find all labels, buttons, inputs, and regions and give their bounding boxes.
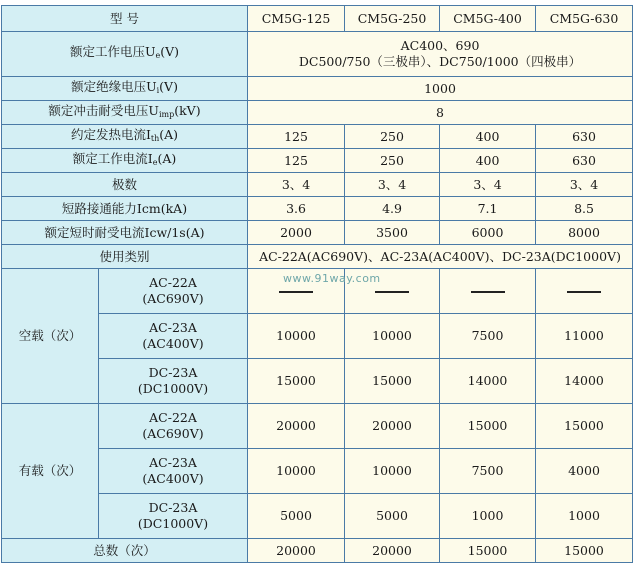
- watermark: www.91way.com: [283, 272, 381, 285]
- model-header: CM5G-400: [440, 6, 536, 32]
- value-cell: 6000: [440, 221, 536, 245]
- value-cell: 20000: [248, 404, 345, 449]
- value-cell: 3、4: [345, 173, 440, 197]
- rated-voltage-value: AC400、690 DC500/750（三极串）、DC750/1000（四极串）: [248, 32, 633, 77]
- model-header: CM5G-630: [536, 6, 633, 32]
- value-cell: 20000: [345, 539, 440, 563]
- sub-category: AC-23A (AC400V): [99, 314, 248, 359]
- value-cell: 15000: [536, 539, 633, 563]
- value-cell: 1000: [440, 494, 536, 539]
- row-label: 额定短时耐受电流Icw/1s(A): [2, 221, 248, 245]
- poles-row: [2, 173, 633, 197]
- value-cell: 125: [248, 125, 345, 149]
- value-cell: 3.6: [248, 197, 345, 221]
- dash-mark: [279, 291, 313, 293]
- value-cell: 400: [440, 149, 536, 173]
- value-cell: 4000: [536, 449, 633, 494]
- short-time-current-row: [2, 221, 633, 245]
- value-cell: 250: [345, 125, 440, 149]
- value-cell: 5000: [345, 494, 440, 539]
- value-cell: 15000: [345, 359, 440, 404]
- row-label: 短路接通能力Icm(kA): [2, 197, 248, 221]
- value-cell: 20000: [345, 404, 440, 449]
- rated-voltage-row: [2, 32, 633, 77]
- category-value: AC-22A(AC690V)、AC-23A(AC400V)、DC-23A(DC1000V): [248, 245, 633, 269]
- row-label: 额定绝缘电压$U_i(V)$: [2, 77, 248, 101]
- value-cell: 3、4: [440, 173, 536, 197]
- row-label: 额定工作电流$I_e(A)$: [2, 149, 248, 173]
- total-label: 总数（次）: [2, 539, 248, 563]
- dash-cell: [536, 269, 633, 314]
- sub-category: AC-22A (AC690V): [99, 269, 248, 314]
- sub-category: DC-23A (DC1000V): [99, 494, 248, 539]
- value-cell: 7500: [440, 449, 536, 494]
- value-cell: 15000: [248, 359, 345, 404]
- insulation-voltage-row: [2, 77, 633, 101]
- value-cell: 15000: [440, 539, 536, 563]
- sub-category: AC-22A (AC690V): [99, 404, 248, 449]
- value-cell: 630: [536, 149, 633, 173]
- value-cell: 125: [248, 149, 345, 173]
- value-cell: 10000: [345, 314, 440, 359]
- value-cell: 10000: [345, 449, 440, 494]
- value-cell: 1000: [536, 494, 633, 539]
- making-capacity-row: [2, 197, 633, 221]
- dash-cell: [440, 269, 536, 314]
- header-row: [2, 6, 633, 32]
- value-cell: 250: [345, 149, 440, 173]
- category-row: [2, 245, 633, 269]
- value-cell: 2000: [248, 221, 345, 245]
- rated-current-row: [2, 149, 633, 173]
- value-cell: 15000: [440, 404, 536, 449]
- model-header: CM5G-125: [248, 6, 345, 32]
- value-cell: 7.1: [440, 197, 536, 221]
- insulation-voltage-value: 1000: [248, 77, 633, 101]
- value-cell: 3、4: [248, 173, 345, 197]
- dash-mark: [471, 291, 505, 293]
- row-label: 极数: [2, 173, 248, 197]
- impulse-voltage-row: [2, 101, 633, 125]
- header-title: 型 号: [2, 6, 248, 32]
- on-load-row: [2, 404, 633, 449]
- value-cell: 3、4: [536, 173, 633, 197]
- value-cell: 10000: [248, 314, 345, 359]
- value-cell: 7500: [440, 314, 536, 359]
- sub-category: AC-23A (AC400V): [99, 449, 248, 494]
- value-cell: 400: [440, 125, 536, 149]
- total-row: [2, 539, 633, 563]
- value-cell: 8.5: [536, 197, 633, 221]
- thermal-current-row: [2, 125, 633, 149]
- value-cell: 3500: [345, 221, 440, 245]
- row-label: 额定冲击耐受电压$U_{imp}(kV)$: [2, 101, 248, 125]
- dash-mark: [567, 291, 601, 293]
- value-cell: 15000: [536, 404, 633, 449]
- sub-category: DC-23A (DC1000V): [99, 359, 248, 404]
- no-load-label: 空载（次）: [2, 269, 99, 404]
- dash-mark: [375, 291, 409, 293]
- value-cell: 4.9: [345, 197, 440, 221]
- value-cell: 14000: [440, 359, 536, 404]
- row-label: 约定发热电流$I_{th}(A)$: [2, 125, 248, 149]
- value-cell: 8000: [536, 221, 633, 245]
- impulse-voltage-value: 8: [248, 101, 633, 125]
- value-cell: 10000: [248, 449, 345, 494]
- row-label: 使用类别: [2, 245, 248, 269]
- value-cell: 630: [536, 125, 633, 149]
- value-cell: 14000: [536, 359, 633, 404]
- on-load-label: 有载（次）: [2, 404, 99, 539]
- model-header: CM5G-250: [345, 6, 440, 32]
- row-label: 额定工作电压$U_e(V)$: [2, 32, 248, 77]
- value-cell: 5000: [248, 494, 345, 539]
- value-cell: 11000: [536, 314, 633, 359]
- value-cell: 20000: [248, 539, 345, 563]
